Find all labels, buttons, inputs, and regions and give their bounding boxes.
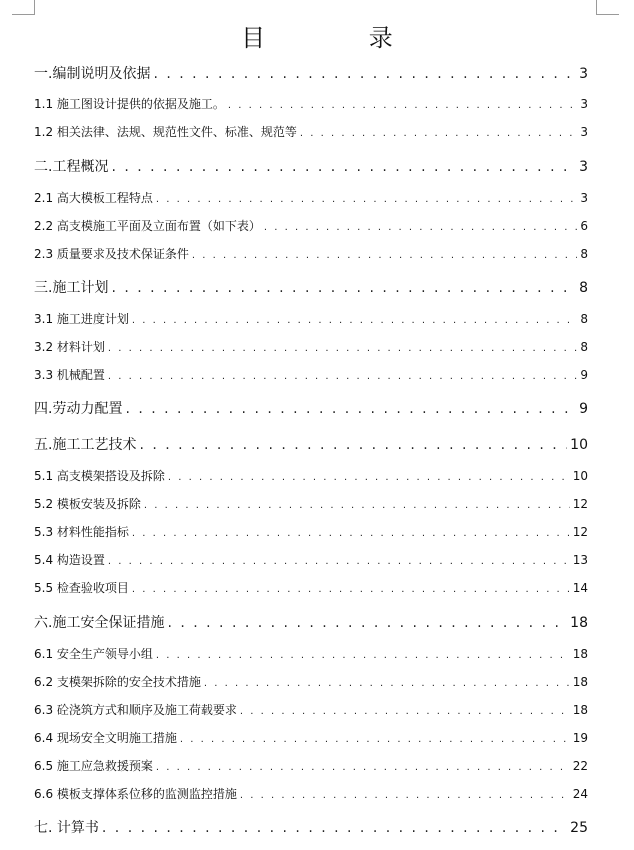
toc-section-entry[interactable] bbox=[34, 277, 588, 297]
dot-leader bbox=[228, 100, 577, 111]
toc-entry-label: 6.1 安全生产领导小组 bbox=[34, 647, 153, 661]
toc-page-number: 6 bbox=[580, 219, 588, 233]
dot-leader bbox=[144, 500, 570, 511]
toc-section-entry[interactable] bbox=[34, 817, 588, 837]
crop-mark-top-right bbox=[596, 0, 619, 15]
toc-page-number: 10 bbox=[572, 469, 588, 483]
toc-page-number: 19 bbox=[572, 731, 588, 745]
toc-entry-label: 1.2 相关法律、法规、规范性文件、标准、规范等 bbox=[34, 125, 297, 139]
toc-page-number: 13 bbox=[572, 553, 588, 567]
dot-leader bbox=[180, 734, 570, 745]
toc-entry-label: 三.施工计划 bbox=[34, 280, 109, 296]
dot-leader bbox=[132, 584, 570, 595]
crop-mark-top-left bbox=[12, 0, 35, 15]
toc-section-entry[interactable] bbox=[34, 612, 588, 632]
dot-leader bbox=[264, 222, 577, 233]
toc-entry-label: 5.5 检查验收项目 bbox=[34, 581, 129, 595]
dot-leader bbox=[132, 528, 570, 539]
toc-subsection-entry[interactable] bbox=[34, 673, 588, 690]
toc-page-number: 12 bbox=[572, 525, 588, 539]
toc-entry-label: 6.4 现场安全文明施工措施 bbox=[34, 731, 177, 745]
toc-entry-label: 2.3 质量要求及技术保证条件 bbox=[34, 247, 189, 261]
toc-page-number: 18 bbox=[572, 647, 588, 661]
toc-page-number: 25 bbox=[570, 820, 588, 836]
dot-leader bbox=[167, 615, 567, 631]
toc-page-number: 3 bbox=[580, 125, 588, 139]
toc-subsection-entry[interactable] bbox=[34, 245, 588, 262]
toc-page-number: 22 bbox=[572, 759, 588, 773]
toc-subsection-entry[interactable] bbox=[34, 729, 588, 746]
dot-leader bbox=[111, 280, 576, 296]
toc-entry-label: 6.2 支模架拆除的安全技术措施 bbox=[34, 675, 201, 689]
toc-entry-label: 2.1 高大模板工程特点 bbox=[34, 191, 153, 205]
toc-subsection-entry[interactable] bbox=[34, 785, 588, 802]
toc-entry-label: 5.1 高支模架搭设及拆除 bbox=[34, 469, 165, 483]
dot-leader bbox=[108, 556, 570, 567]
dot-leader bbox=[240, 706, 570, 717]
toc-page-number: 10 bbox=[570, 437, 588, 453]
dot-leader bbox=[240, 790, 570, 801]
dot-leader bbox=[139, 437, 567, 453]
toc-section-entry[interactable] bbox=[34, 63, 588, 83]
toc-section-entry[interactable] bbox=[34, 156, 588, 176]
dot-leader bbox=[102, 820, 567, 836]
toc-page-number: 9 bbox=[579, 401, 588, 417]
toc-entry-label: 1.1 施工图设计提供的依据及施工。 bbox=[34, 97, 225, 111]
dot-leader bbox=[192, 250, 577, 261]
dot-leader bbox=[125, 401, 576, 417]
toc-entry-label: 5.3 材料性能指标 bbox=[34, 525, 129, 539]
toc-subsection-entry[interactable] bbox=[34, 645, 588, 662]
toc-section-entry[interactable] bbox=[34, 434, 588, 454]
toc-subsection-entry[interactable] bbox=[34, 366, 588, 383]
toc-entry-label: 2.2 高支模施工平面及立面布置（如下表） bbox=[34, 219, 261, 233]
toc-subsection-entry[interactable] bbox=[34, 495, 588, 512]
dot-leader bbox=[153, 66, 576, 82]
toc-subsection-entry[interactable] bbox=[34, 551, 588, 568]
toc-page-number: 18 bbox=[570, 615, 588, 631]
dot-leader bbox=[156, 194, 577, 205]
toc-subsection-entry[interactable] bbox=[34, 310, 588, 327]
dot-leader bbox=[132, 315, 577, 326]
toc-entry-label: 一.编制说明及依据 bbox=[34, 66, 151, 82]
toc-entry-label: 3.3 机械配置 bbox=[34, 368, 105, 382]
toc-page-number: 8 bbox=[580, 247, 588, 261]
dot-leader bbox=[168, 472, 570, 483]
dot-leader bbox=[111, 159, 576, 175]
toc-page-number: 3 bbox=[579, 66, 588, 82]
dot-leader bbox=[204, 678, 570, 689]
toc-entry-label: 六.施工安全保证措施 bbox=[34, 615, 165, 631]
toc-page-number: 8 bbox=[580, 340, 588, 354]
toc-subsection-entry[interactable] bbox=[34, 467, 588, 484]
toc-page-number: 9 bbox=[580, 368, 588, 382]
toc-page-number: 8 bbox=[579, 280, 588, 296]
toc-entry-label: 6.3 砼浇筑方式和顺序及施工荷载要求 bbox=[34, 703, 237, 717]
toc-page-number: 3 bbox=[579, 159, 588, 175]
toc-entry-label: 二.工程概况 bbox=[34, 159, 109, 175]
toc-subsection-entry[interactable] bbox=[34, 123, 588, 140]
toc-subsection-entry[interactable] bbox=[34, 757, 588, 774]
dot-leader bbox=[108, 371, 577, 382]
document-title: 目 录 bbox=[241, 24, 441, 52]
toc-page-number: 18 bbox=[572, 703, 588, 717]
toc-entry-label: 3.1 施工进度计划 bbox=[34, 312, 129, 326]
toc-page-number: 14 bbox=[572, 581, 588, 595]
toc-entry-label: 七. 计算书 bbox=[34, 820, 99, 836]
dot-leader bbox=[300, 128, 577, 139]
toc-page-number: 3 bbox=[580, 97, 588, 111]
toc-entry-label: 五.施工工艺技术 bbox=[34, 437, 137, 453]
dot-leader bbox=[156, 650, 570, 661]
toc-subsection-entry[interactable] bbox=[34, 95, 588, 112]
toc-entry-label: 5.2 模板安装及拆除 bbox=[34, 497, 141, 511]
dot-leader bbox=[156, 762, 570, 773]
toc-page-number: 8 bbox=[580, 312, 588, 326]
dot-leader bbox=[108, 343, 577, 354]
toc-entry-label: 6.6 模板支撑体系位移的监测监控措施 bbox=[34, 787, 237, 801]
toc-page-number: 12 bbox=[572, 497, 588, 511]
toc-entry-label: 6.5 施工应急救援预案 bbox=[34, 759, 153, 773]
toc-subsection-entry[interactable] bbox=[34, 217, 588, 234]
toc-entry-label: 5.4 构造设置 bbox=[34, 553, 105, 567]
toc-subsection-entry[interactable] bbox=[34, 338, 588, 355]
toc-entry-label: 3.2 材料计划 bbox=[34, 340, 105, 354]
toc-subsection-entry[interactable] bbox=[34, 523, 588, 540]
toc-page-number: 18 bbox=[572, 675, 588, 689]
toc-page-number: 3 bbox=[580, 191, 588, 205]
toc-subsection-entry[interactable] bbox=[34, 701, 588, 718]
toc-page-number: 24 bbox=[572, 787, 588, 801]
toc-section-entry[interactable] bbox=[34, 398, 588, 418]
toc-subsection-entry[interactable] bbox=[34, 579, 588, 596]
toc-subsection-entry[interactable] bbox=[34, 189, 588, 206]
toc-entry-label: 四.劳动力配置 bbox=[34, 401, 123, 417]
